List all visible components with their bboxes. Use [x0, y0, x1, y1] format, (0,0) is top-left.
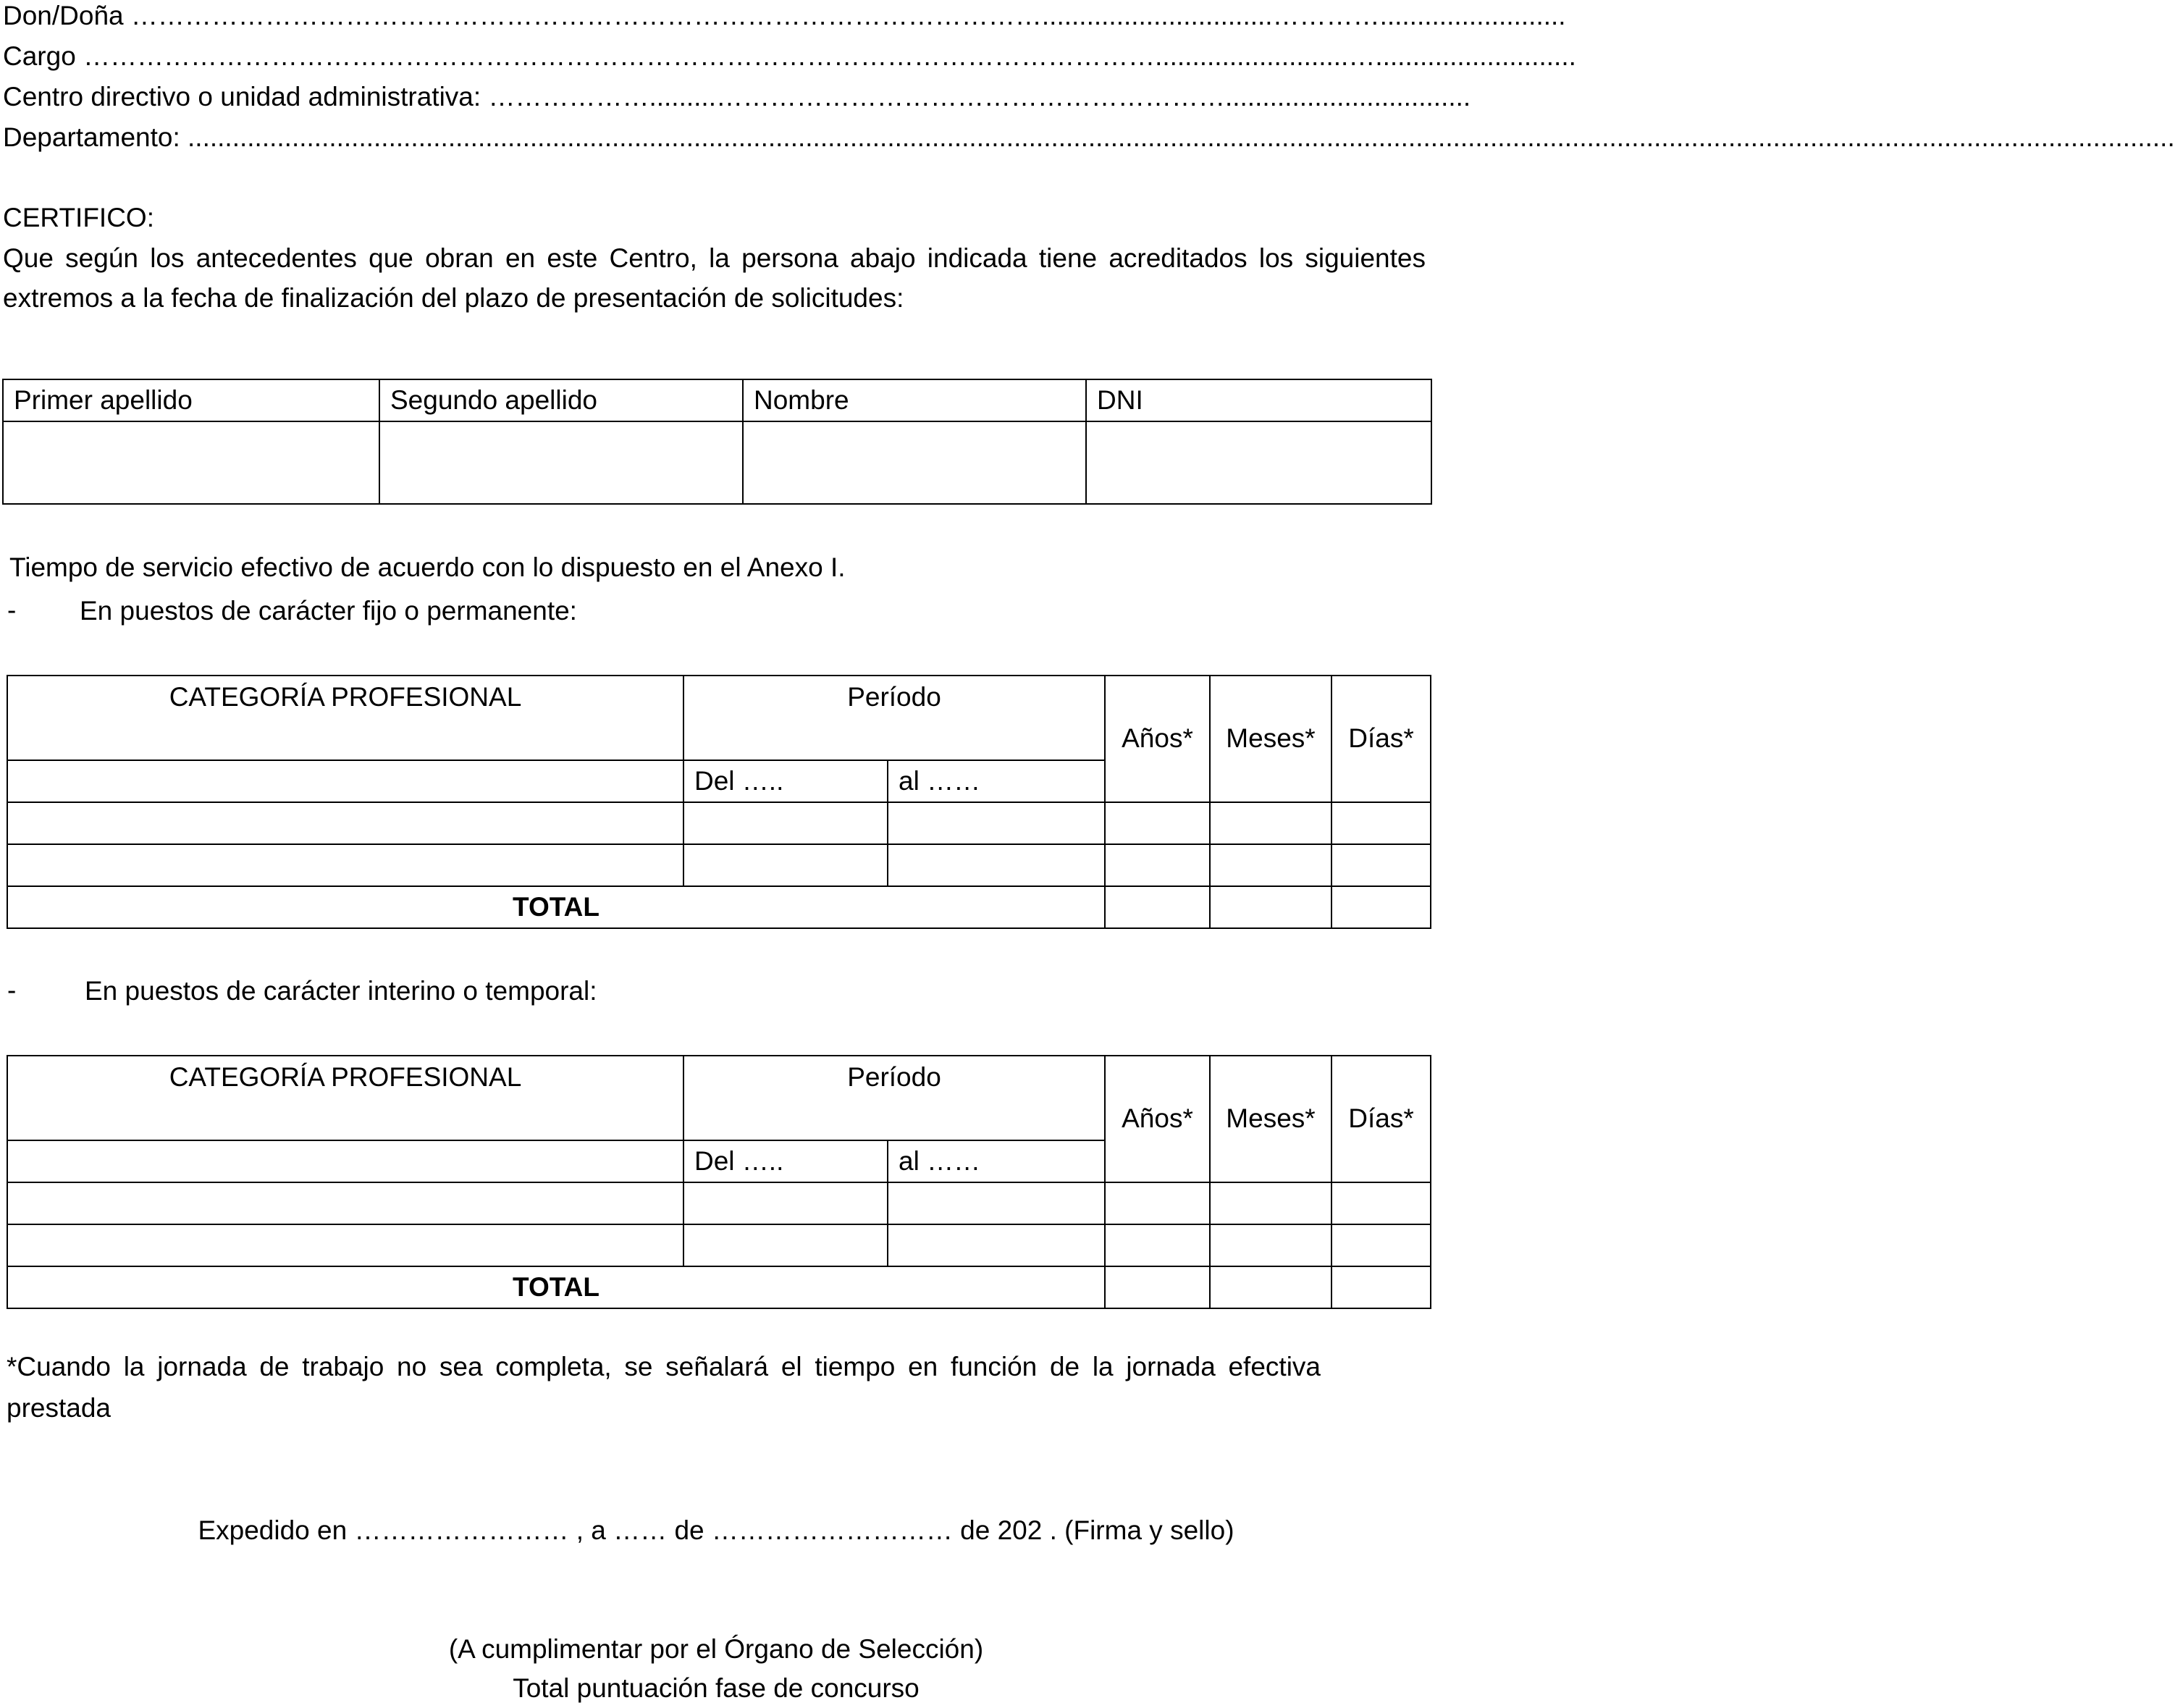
to-cell[interactable] — [888, 802, 1105, 844]
total-months-cell[interactable] — [1210, 886, 1331, 928]
category-cell[interactable] — [7, 1182, 683, 1224]
departamento-dots: ........................................................................................................................................................................................................................................................................... — [188, 122, 2175, 152]
years-cell[interactable] — [1105, 802, 1210, 844]
years-header: Años* — [1105, 1056, 1210, 1182]
period-to-label: al …… — [888, 1140, 1105, 1182]
from-cell[interactable] — [683, 1182, 888, 1224]
total-label: TOTAL — [7, 1266, 1105, 1308]
don-dona-dots: …………………………………………………………………………………………...............................…………......................... — [130, 1, 1566, 30]
header-segundo-apellido: Segundo apellido — [379, 379, 743, 421]
total-years-cell[interactable] — [1105, 886, 1210, 928]
from-cell[interactable] — [683, 844, 888, 886]
selection-body-note: (A cumplimentar por el Órgano de Selección) — [448, 1634, 984, 1664]
service-intro: Tiempo de servicio efectivo de acuerdo con lo dispuesto en el Anexo I. — [9, 552, 846, 582]
fixed-dash: - — [7, 595, 17, 625]
total-months-cell[interactable] — [1210, 1266, 1331, 1308]
total-score-label: Total puntuación fase de concurso — [513, 1673, 920, 1703]
table-row — [7, 1224, 1431, 1266]
table-row — [7, 802, 1431, 844]
from-cell[interactable] — [683, 1224, 888, 1266]
nombre-cell[interactable] — [743, 421, 1086, 504]
centro-field[interactable] — [3, 81, 1471, 113]
years-cell[interactable] — [1105, 1224, 1210, 1266]
period-from-label: Del ….. — [683, 1140, 888, 1182]
years-cell[interactable] — [1105, 844, 1210, 886]
period-to-label: al …… — [888, 760, 1105, 802]
days-cell[interactable] — [1331, 844, 1431, 886]
dni-cell[interactable] — [1086, 421, 1431, 504]
days-header: Días* — [1331, 1056, 1431, 1182]
table-row — [7, 844, 1431, 886]
certifico-heading: CERTIFICO: — [3, 203, 154, 232]
to-cell[interactable] — [888, 844, 1105, 886]
issued-line: Expedido en …………………… , a …… de ……………………… de 202 . (Firma y sello) — [198, 1515, 1234, 1545]
category-cell[interactable] — [7, 1140, 683, 1182]
category-header: CATEGORÍA PROFESIONAL — [7, 676, 683, 760]
temporary-dash: - — [7, 975, 17, 1005]
months-cell[interactable] — [1210, 1182, 1331, 1224]
departamento-label: Departamento: — [3, 122, 180, 152]
category-header: CATEGORÍA PROFESIONAL — [7, 1056, 683, 1140]
cargo-field[interactable] — [3, 41, 1576, 72]
category-cell[interactable] — [7, 1224, 683, 1266]
person-table — [2, 379, 1432, 505]
total-years-cell[interactable] — [1105, 1266, 1210, 1308]
header-dni: DNI — [1086, 379, 1431, 421]
total-days-cell[interactable] — [1331, 886, 1431, 928]
days-cell[interactable] — [1331, 1182, 1431, 1224]
don-dona-field[interactable] — [3, 0, 1566, 32]
total-label: TOTAL — [7, 886, 1105, 928]
months-cell[interactable] — [1210, 844, 1331, 886]
months-header: Meses* — [1210, 1056, 1331, 1182]
segundo-apellido-cell[interactable] — [379, 421, 743, 504]
to-cell[interactable] — [888, 1224, 1105, 1266]
temporary-label: En puestos de carácter interino o temporal: — [85, 976, 597, 1006]
months-cell[interactable] — [1210, 1224, 1331, 1266]
period-from-label: Del ….. — [683, 760, 888, 802]
period-header: Período — [683, 1056, 1105, 1140]
days-cell[interactable] — [1331, 802, 1431, 844]
months-cell[interactable] — [1210, 802, 1331, 844]
days-cell[interactable] — [1331, 1224, 1431, 1266]
don-dona-label: Don/Doña — [3, 1, 124, 30]
category-cell[interactable] — [7, 844, 683, 886]
years-header: Años* — [1105, 676, 1210, 802]
primer-apellido-cell[interactable] — [3, 421, 379, 504]
header-nombre: Nombre — [743, 379, 1086, 421]
fixed-label: En puestos de carácter fijo o permanente: — [80, 596, 577, 626]
period-header: Período — [683, 676, 1105, 760]
from-cell[interactable] — [683, 802, 888, 844]
certifico-text: Que según los antecedentes que obran en este Centro, la persona abajo indicada tiene acreditados los siguientes extremos a la fecha de finalización del plazo de presentación de solicitudes: — [3, 243, 1426, 313]
temporary-service-table — [7, 1055, 1431, 1309]
days-header: Días* — [1331, 676, 1431, 802]
to-cell[interactable] — [888, 1182, 1105, 1224]
category-cell[interactable] — [7, 760, 683, 802]
table-row — [7, 1182, 1431, 1224]
centro-dots: ……………….........…………………………………………………................................. — [488, 82, 1471, 112]
centro-label: Centro directivo o unidad administrativa: — [3, 82, 481, 112]
cargo-dots: …………………………………………………………………………………………………………..........................…........................... — [83, 41, 1576, 71]
fixed-service-table — [7, 675, 1431, 929]
total-days-cell[interactable] — [1331, 1266, 1431, 1308]
months-header: Meses* — [1210, 676, 1331, 802]
cargo-label: Cargo — [3, 41, 76, 71]
footnote: *Cuando la jornada de trabajo no sea completa, se señalará el tiempo en función de la jornada efectiva prestada — [7, 1352, 1321, 1423]
years-cell[interactable] — [1105, 1182, 1210, 1224]
header-primer-apellido: Primer apellido — [3, 379, 379, 421]
category-cell[interactable] — [7, 802, 683, 844]
departamento-field[interactable] — [3, 122, 2175, 153]
